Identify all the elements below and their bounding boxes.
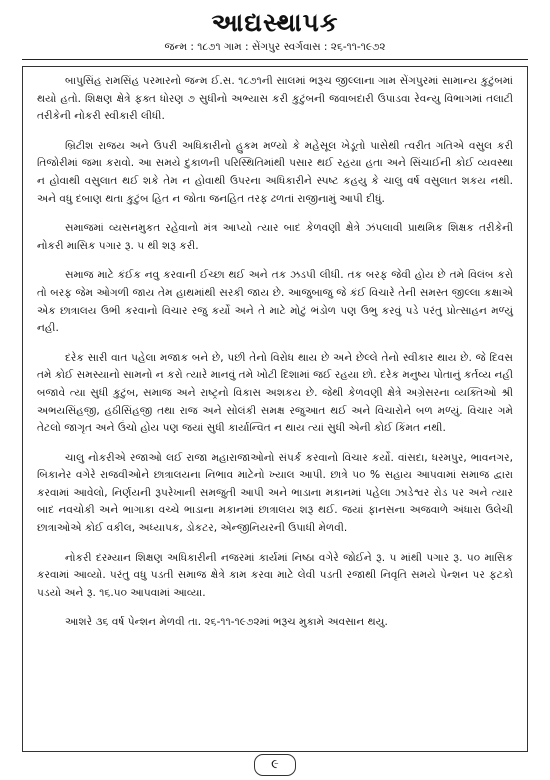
paragraph-6: ચાલુ નોકરીએ રજાઓ લઈ રાજા મહારાજાઓનો સંપર્ક કરવાનો વિચાર કર્યો. વાંસદા, ધરમપુર, ભાવનગર, બિકાનેર વગેરે રાજવીઓને છાત્રાલયના નિભાવ માટેનો ખ્યાલ આપી. છાત્રે ૫૦ % સહાય આપવામાં સમાજ દ્વારા કરવામાં આવેલો, નિર્ણયની રૂપરેખાની સમજુતી આપી અને ભાડાના મકાનમાં પહેલા ઝાડેશ્વર રોડ પર અને ત્યાર બાદ નવચોકી અને ભાગાકા વચ્ચે ભાડાના મકાનમાં છાત્રાલય શરૂ થઈ. જયાં ફાનસના અજવાળે અંધારા ઉલેચી છાત્રાઓએ કોઈ વકીલ, અધ્યાપક, ડોકટર, એન્જીનિયરની ઉપાધી મેળવી. (37, 451, 513, 535)
paragraph-8: આશરે ૩૬ વર્ષ પેન્શન મેળવી તા. ૨૬-૧૧-૧૯૭૨માં ભરૂચ મુકામે અવસાન થયુ. (65, 616, 388, 629)
paragraph-2: બ્રિટીશ રાજય અને ઉપરી અધિકારીનો હુકમ મળ્યો કે મહેસૂલ ખેડૂતો પાસેથી ત્વરીત ગતિએ વસુલ કરી તિજોરીમાં જમા કરાવો. આ સમયે દુકાળની પરિસ્થિતિમાંથી પસાર થઈ રહયા હતા અને સિંચાઈની કોઈ વ્યવસ્થા ન હોવાથી વસુલાત થઈ શકે તેમ ન હોવાથી ઉપરના અધિકારીને સ્પષ્ટ કહયુ કે ચાલુ વર્ષ વસુલાત શકય નથી. અને વધુ દબાણ થતા કુટુંબ હિત ન જોતા જનહિત તરફ ઢળતાં રાજીનામું આપી દીધું. (37, 139, 513, 205)
title-divider (22, 59, 528, 60)
paragraph-1: બાપુસિંહ રામસિંહ પરમારનો જન્મ ઈ.સ. ૧૮૭૧ની સાલમાં ભરૂચ જીલ્લાના ગામ સેંગપુરમાં સામાન્ય કુટુંબમાં થયો હતો. શિક્ષણ ક્ષેત્રે ફક્ત ધોરણ ૭ સુધીનો અભ્યાસ કરી કુટુંબની જવાબદારી ઉપાડવા રેવન્યુ વિભાગમાં તલાટી તરીકેની નોકરી સ્વીકારી લીધી. (37, 75, 513, 123)
biography-frame (22, 66, 528, 752)
birth-death-line: જન્મ : ૧૮૭૧ ગામ : સેંગપુર સ્વર્ગવાસ : ૨૬-૧૧-૧૯૭૨ (164, 41, 386, 53)
paragraph-3: સમાજમાં વ્યસનમુકત રહેવાનો મંત્ર આપ્યો ત્યાર બાદ કેળવણી ક્ષેત્રે ઝંપલાવી પ્રાથમિક શિક્ષક તરીકેની નોકરી માસિક પગાર રૂ. ૫ થી શરૂ કરી. (37, 222, 513, 252)
paragraph-5: દરેક સારી વાત પહેલા મજાક બને છે, પછી તેનો વિરોધ થાય છે અને છેલ્લે તેનો સ્વીકાર થાય છે. જે દિવસ તમે કોઈ સમસ્યાનો સામનો ન કરો ત્યારે માનવું તમે ખોટી દિશામાં જઈ રહયા છો. દરેક મનુષ્ય પોતાનું કર્તવ્ય નહી બજાવે ત્યા સુધી કુટુંબ, સમાજ અને રાષ્ટ્રનો વિકાસ અશકય છે. જેથી કેળવણી ક્ષેત્રે અગ્રેસરના વ્યક્તિઓ શ્રી અભયસિંહજી, હઠીસિંહજી તથા રાજ અને સોલંકી સમક્ષ રજુઆત થઈ અને વિચારોને બળ મળ્યું. વિચાર ગમે તેટલો જાગૃત અને ઉંચો હોય પણ જયાં સુધી કાર્યાન્વિત ન થાય ત્યાં સુધી એની કોઈ કિંમત નથી. (37, 351, 513, 435)
paragraph-7: નોકરી દરમ્યાન શિક્ષણ અધિકારીની નજરમાં કાર્યમાં નિષ્ઠા વગેરે જોઈને રૂ. ૫ માંથી પગાર રૂ. ૫૦ માસિક કરવામાં આવ્યો. પરંતુ વધુ પડતી સમાજ ક્ષેત્રે કામ કરવા માટે લેવી પડતી રજાથી નિવૃતિ સમયે પેન્શન પર ફટકો પડયો અને રૂ. ૧૬.૫૦ આપવામાં આવ્યા. (37, 551, 513, 599)
paragraph-4: સમાજ માટે કંઈક નવુ કરવાની ઈચ્છા થઈ અને તક ઝડપી લીધી. તક બરફ જેવી હોય છે તમે વિલંબ કરો તો બરફ જેમ ઓગળી જાય તેમ હાથમાંથી સરકી જાય છે. આજુબાજુ જે કંઈ વિચારે તેની સમસ્ત જીલ્લા કક્ષાએ એક છાત્રાલય ઉભી કરવાનો વિચાર રજુ કર્યો અને તે માટે મોટું ભંડોળ પણ ઉભુ કરવું પડે પરંતુ પ્રોત્સાહન મળ્યું નહી. (37, 269, 513, 335)
page-title: આદ્યસ્થાપક (211, 8, 339, 37)
page-number: ૯ (254, 754, 296, 776)
